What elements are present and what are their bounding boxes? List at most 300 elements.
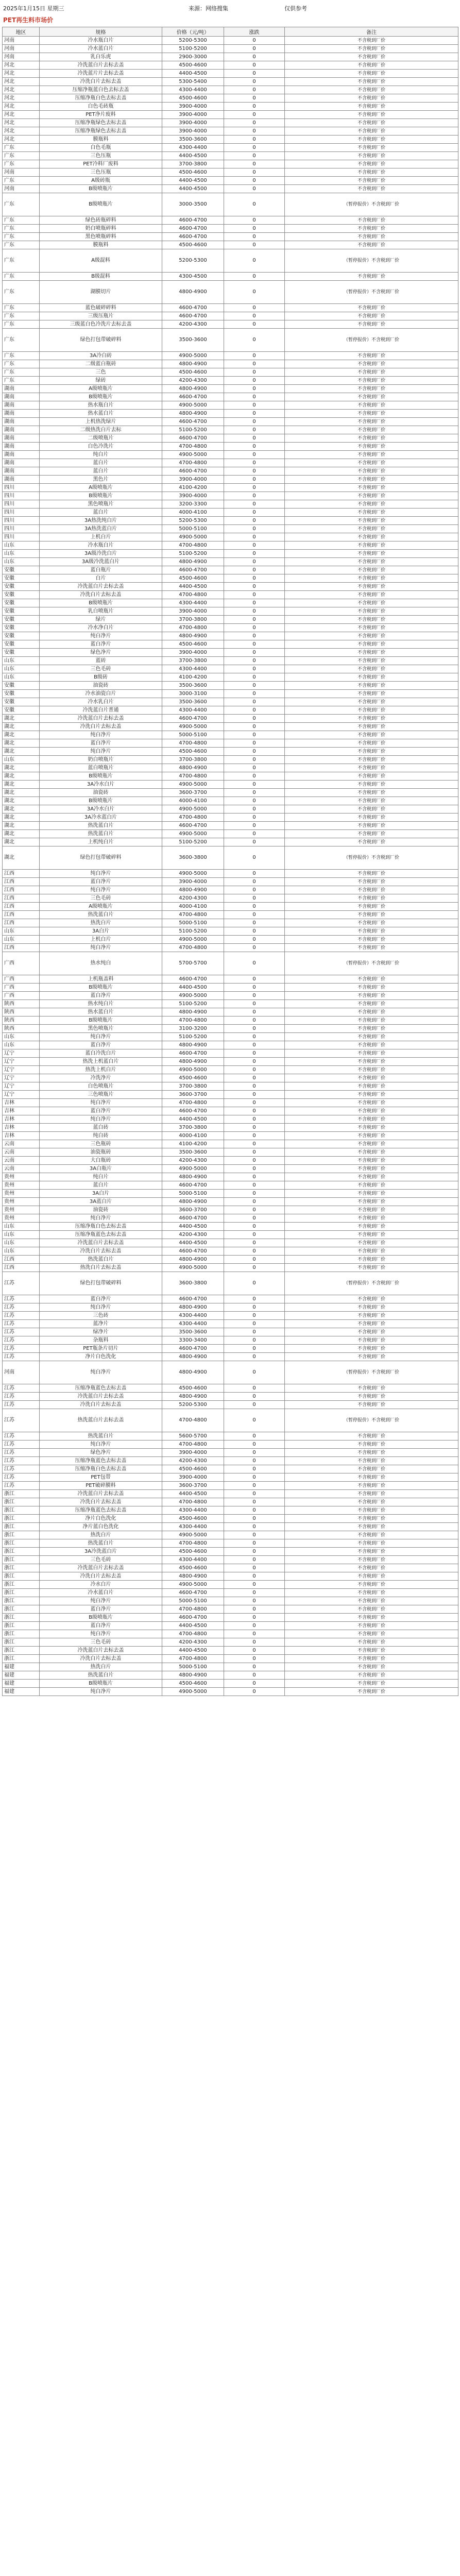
cell-change: 0 bbox=[224, 574, 285, 583]
table-row bbox=[3, 53, 458, 61]
cell-remark: 不含税到厂价 bbox=[285, 632, 458, 640]
cell-region: 辽宁 bbox=[3, 1074, 40, 1082]
cell-region: 河北 bbox=[3, 86, 40, 94]
cell-price: 4800-4900 bbox=[162, 886, 224, 894]
cell-region: 贵州 bbox=[3, 1190, 40, 1198]
cell-remark: 不含税到厂价 bbox=[285, 936, 458, 944]
cell-spec: B级喷瓶片 bbox=[40, 393, 162, 401]
cell-price: 4600-4700 bbox=[162, 225, 224, 233]
cell-remark: 不含税到厂价 bbox=[285, 903, 458, 911]
cell-change: 0 bbox=[224, 1074, 285, 1082]
cell-remark: 不含税到厂价 bbox=[285, 500, 458, 509]
cell-remark: 不含税到厂价 bbox=[285, 1515, 458, 1523]
cell-spec: 白色毛瓶 bbox=[40, 144, 162, 152]
cell-region: 山东 bbox=[3, 541, 40, 550]
col-header-spec: 规格 bbox=[40, 27, 162, 37]
cell-change: 0 bbox=[224, 1605, 285, 1614]
cell-region: 山东 bbox=[3, 1041, 40, 1049]
table-row bbox=[3, 1165, 458, 1173]
cell-change: 0 bbox=[224, 1515, 285, 1523]
cell-change: 0 bbox=[224, 484, 285, 492]
cell-region: 江苏 bbox=[3, 1457, 40, 1465]
cell-price: 5100-5200 bbox=[162, 927, 224, 936]
cell-price: 5000-5100 bbox=[162, 525, 224, 533]
cell-remark: 不含税到厂价 bbox=[285, 1303, 458, 1312]
cell-change: 0 bbox=[224, 984, 285, 992]
cell-change: 0 bbox=[224, 119, 285, 127]
cell-change: 0 bbox=[224, 624, 285, 632]
cell-change: 0 bbox=[224, 1181, 285, 1190]
cell-remark: 不含税到厂价 bbox=[285, 1107, 458, 1115]
cell-region: 山东 bbox=[3, 657, 40, 665]
cell-spec: 蓝白净片 bbox=[40, 1041, 162, 1049]
cell-price: 5100-5200 bbox=[162, 45, 224, 53]
cell-region: 广东 bbox=[3, 249, 40, 273]
cell-remark: 不含税到厂价 bbox=[285, 119, 458, 127]
cell-region: 吉林 bbox=[3, 1107, 40, 1115]
cell-region: 广东 bbox=[3, 193, 40, 216]
cell-change: 0 bbox=[224, 1671, 285, 1680]
cell-price: 3900-4000 bbox=[162, 878, 224, 886]
cell-change: 0 bbox=[224, 410, 285, 418]
cell-spec: 净片蓝白色洗化 bbox=[40, 1523, 162, 1531]
cell-spec: 冷洗白片去标去盖 bbox=[40, 1247, 162, 1256]
cell-remark: 不含税到厂价 bbox=[285, 1247, 458, 1256]
cell-spec: B级混料 bbox=[40, 273, 162, 281]
cell-remark: 不含税到厂价 bbox=[285, 1320, 458, 1328]
cell-region: 广西 bbox=[3, 975, 40, 984]
cell-change: 0 bbox=[224, 1597, 285, 1605]
cell-remark: 不含税到厂价 bbox=[285, 772, 458, 781]
cell-price: 4300-4400 bbox=[162, 1556, 224, 1564]
cell-remark: 不含税到厂价 bbox=[285, 1181, 458, 1190]
cell-remark: 不含税到厂价 bbox=[285, 1091, 458, 1099]
cell-region: 广东 bbox=[3, 233, 40, 241]
cell-price: 4900-5000 bbox=[162, 830, 224, 838]
cell-remark: 不含税到厂价 bbox=[285, 434, 458, 443]
cell-spec: 绿片 bbox=[40, 616, 162, 624]
cell-spec: 冷洗蓝白片去标去盖 bbox=[40, 1564, 162, 1572]
cell-spec: 三色毛砖 bbox=[40, 1556, 162, 1564]
cell-change: 0 bbox=[224, 731, 285, 739]
source-label: 来源：网络搜集 bbox=[189, 5, 228, 12]
cell-region: 广东 bbox=[3, 329, 40, 352]
cell-price: 4400-4500 bbox=[162, 984, 224, 992]
cell-region: 湖南 bbox=[3, 385, 40, 393]
cell-spec: 蓝砖 bbox=[40, 657, 162, 665]
cell-spec: 纯白净片 bbox=[40, 870, 162, 878]
table-row bbox=[3, 1622, 458, 1630]
cell-change: 0 bbox=[224, 1231, 285, 1239]
table-row bbox=[3, 273, 458, 281]
cell-change: 0 bbox=[224, 632, 285, 640]
cell-spec: 冷洗蓝片片去标去盖 bbox=[40, 70, 162, 78]
cell-change: 0 bbox=[224, 1449, 285, 1457]
table-row bbox=[3, 1655, 458, 1663]
cell-change: 0 bbox=[224, 1223, 285, 1231]
table-row bbox=[3, 822, 458, 830]
cell-price: 4300-4400 bbox=[162, 1320, 224, 1328]
table-row bbox=[3, 583, 458, 591]
cell-change: 0 bbox=[224, 1361, 285, 1384]
cell-region: 湖南 bbox=[3, 401, 40, 410]
table-row bbox=[3, 1223, 458, 1231]
cell-spec: 三色毛砖 bbox=[40, 665, 162, 673]
cell-region: 山东 bbox=[3, 673, 40, 682]
cell-price: 4400-4500 bbox=[162, 1239, 224, 1247]
table-row bbox=[3, 632, 458, 640]
cell-change: 0 bbox=[224, 517, 285, 525]
cell-remark: 不含税到厂价 bbox=[285, 352, 458, 360]
cell-change: 0 bbox=[224, 1025, 285, 1033]
cell-region: 广西 bbox=[3, 992, 40, 1000]
cell-region: 江西 bbox=[3, 944, 40, 952]
cell-price: 3600-3700 bbox=[162, 789, 224, 797]
cell-spec: 油瓷瓶砖 bbox=[40, 1148, 162, 1157]
disclaimer-label: 仅供参考 bbox=[284, 5, 307, 12]
cell-region: 云南 bbox=[3, 1157, 40, 1165]
table-row bbox=[3, 61, 458, 70]
cell-change: 0 bbox=[224, 894, 285, 903]
cell-spec: 冷水瓶白片 bbox=[40, 541, 162, 550]
cell-change: 0 bbox=[224, 103, 285, 111]
cell-price: 4600-4700 bbox=[162, 822, 224, 830]
cell-remark: 不含税到厂价 bbox=[285, 797, 458, 805]
cell-remark: 不含税到厂价 bbox=[285, 1190, 458, 1198]
cell-spec: 冷洗蓝白片去标去盖 bbox=[40, 1239, 162, 1247]
cell-remark: 不含税到厂价 bbox=[285, 1239, 458, 1247]
table-row bbox=[3, 1345, 458, 1353]
table-row bbox=[3, 1490, 458, 1498]
cell-change: 0 bbox=[224, 1328, 285, 1336]
table-row bbox=[3, 944, 458, 952]
cell-remark: 不含税到厂价 bbox=[285, 1345, 458, 1353]
cell-spec: 热洗白片 bbox=[40, 1663, 162, 1671]
cell-region: 广东 bbox=[3, 368, 40, 377]
cell-region: 浙江 bbox=[3, 1564, 40, 1572]
cell-change: 0 bbox=[224, 312, 285, 320]
cell-change: 0 bbox=[224, 1564, 285, 1572]
cell-price: 4500-4600 bbox=[162, 748, 224, 756]
cell-spec: 膜瓶料 bbox=[40, 241, 162, 249]
table-row bbox=[3, 838, 458, 846]
cell-region: 浙江 bbox=[3, 1506, 40, 1515]
table-row bbox=[3, 1124, 458, 1132]
cell-spec: 纯白净片 bbox=[40, 1115, 162, 1124]
cell-change: 0 bbox=[224, 368, 285, 377]
cell-change: 0 bbox=[224, 936, 285, 944]
cell-change: 0 bbox=[224, 1041, 285, 1049]
table-row bbox=[3, 911, 458, 919]
cell-price: 4200-4300 bbox=[162, 377, 224, 385]
cell-region: 河北 bbox=[3, 119, 40, 127]
cell-region: 贵州 bbox=[3, 1214, 40, 1223]
cell-spec: A级喷瓶片 bbox=[40, 484, 162, 492]
cell-region: 湖北 bbox=[3, 805, 40, 814]
table-row bbox=[3, 1515, 458, 1523]
cell-change: 0 bbox=[224, 1049, 285, 1058]
cell-region: 湖南 bbox=[3, 418, 40, 426]
cell-price: 4200-4300 bbox=[162, 894, 224, 903]
cell-price: 4000-4100 bbox=[162, 509, 224, 517]
table-row bbox=[3, 894, 458, 903]
cell-region: 浙江 bbox=[3, 1655, 40, 1663]
cell-price: 4200-4300 bbox=[162, 1157, 224, 1165]
cell-spec: 奶白喷瓶碎料 bbox=[40, 225, 162, 233]
cell-spec: 纯白片 bbox=[40, 451, 162, 459]
table-row bbox=[3, 1457, 458, 1465]
cell-spec: B级喷瓶片 bbox=[40, 1614, 162, 1622]
cell-remark: 不含税到厂价 bbox=[285, 185, 458, 193]
cell-price: 4800-4900 bbox=[162, 281, 224, 304]
cell-remark: 不含税到厂价 bbox=[285, 886, 458, 894]
cell-change: 0 bbox=[224, 78, 285, 86]
cell-remark: 不含税到厂价 bbox=[285, 1231, 458, 1239]
cell-price: 3300-3400 bbox=[162, 1336, 224, 1345]
cell-change: 0 bbox=[224, 160, 285, 168]
table-row bbox=[3, 698, 458, 706]
cell-region: 安徽 bbox=[3, 640, 40, 649]
cell-region: 江苏 bbox=[3, 1336, 40, 1345]
cell-change: 0 bbox=[224, 144, 285, 152]
cell-price: 4500-4600 bbox=[162, 1384, 224, 1393]
cell-region: 山东 bbox=[3, 936, 40, 944]
cell-price: 4500-4600 bbox=[162, 241, 224, 249]
cell-remark: 不含税到厂价 bbox=[285, 368, 458, 377]
cell-region: 山东 bbox=[3, 1239, 40, 1247]
cell-remark: 不含税到厂价 bbox=[285, 177, 458, 185]
cell-price: 4700-4800 bbox=[162, 772, 224, 781]
cell-price: 4600-4700 bbox=[162, 1589, 224, 1597]
cell-spec: 绿色砖瓶碎料 bbox=[40, 216, 162, 225]
cell-price: 4800-4900 bbox=[162, 360, 224, 368]
cell-region: 江西 bbox=[3, 870, 40, 878]
cell-change: 0 bbox=[224, 533, 285, 541]
cell-spec: 蓝白净片 bbox=[40, 739, 162, 748]
cell-remark: 不含税到厂价 bbox=[285, 1223, 458, 1231]
cell-region: 安徽 bbox=[3, 583, 40, 591]
cell-spec: 3A冷白砖 bbox=[40, 352, 162, 360]
table-row bbox=[3, 70, 458, 78]
cell-change: 0 bbox=[224, 772, 285, 781]
cell-spec: B级喷瓶片 bbox=[40, 984, 162, 992]
cell-spec: 压缩净瓶蓝色去标去盖 bbox=[40, 1231, 162, 1239]
cell-change: 0 bbox=[224, 1457, 285, 1465]
table-row bbox=[3, 152, 458, 160]
cell-change: 0 bbox=[224, 1091, 285, 1099]
cell-change: 0 bbox=[224, 249, 285, 273]
cell-region: 江苏 bbox=[3, 1440, 40, 1449]
cell-remark: 不含税到厂价 bbox=[285, 410, 458, 418]
cell-change: 0 bbox=[224, 401, 285, 410]
table-row bbox=[3, 418, 458, 426]
cell-spec: 三色喷瓶片 bbox=[40, 1091, 162, 1099]
cell-spec: 三色 bbox=[40, 368, 162, 377]
table-row bbox=[3, 94, 458, 103]
cell-price: 4400-4500 bbox=[162, 152, 224, 160]
table-row bbox=[3, 599, 458, 607]
cell-change: 0 bbox=[224, 459, 285, 467]
cell-change: 0 bbox=[224, 1440, 285, 1449]
cell-change: 0 bbox=[224, 1353, 285, 1361]
cell-spec: 蓝白净片 bbox=[40, 992, 162, 1000]
cell-price: 4800-4900 bbox=[162, 1353, 224, 1361]
cell-region: 陕西 bbox=[3, 1016, 40, 1025]
cell-spec: 压缩净瓶蓝色去标去盖 bbox=[40, 1384, 162, 1393]
cell-remark: （暂停报价）不含税到厂价 bbox=[285, 952, 458, 975]
cell-remark: 不含税到厂价 bbox=[285, 789, 458, 797]
cell-spec: B级喷瓶片 bbox=[40, 1680, 162, 1688]
table-row bbox=[3, 1058, 458, 1066]
cell-price: 4900-5000 bbox=[162, 451, 224, 459]
cell-remark: 不含税到厂价 bbox=[285, 1630, 458, 1638]
cell-change: 0 bbox=[224, 273, 285, 281]
cell-remark: 不含税到厂价 bbox=[285, 1597, 458, 1605]
cell-spec: A级砖瓶 bbox=[40, 177, 162, 185]
cell-remark: （暂停报价）不含税到厂价 bbox=[285, 193, 458, 216]
cell-remark: 不含税到厂价 bbox=[285, 393, 458, 401]
cell-remark: 不含税到厂价 bbox=[285, 1589, 458, 1597]
cell-remark: 不含税到厂价 bbox=[285, 574, 458, 583]
cell-price: 5600-5700 bbox=[162, 1432, 224, 1440]
table-row bbox=[3, 1107, 458, 1115]
cell-remark: 不含税到厂价 bbox=[285, 476, 458, 484]
cell-spec: 蓝白净片 bbox=[40, 1605, 162, 1614]
cell-price: 4900-5000 bbox=[162, 533, 224, 541]
cell-region: 浙江 bbox=[3, 1572, 40, 1581]
cell-remark: 不含税到厂价 bbox=[285, 748, 458, 756]
cell-spec: A级喷瓶片 bbox=[40, 385, 162, 393]
table-row bbox=[3, 1597, 458, 1605]
cell-spec: 冷水蓝白片 bbox=[40, 1589, 162, 1597]
cell-remark: 不含税到厂价 bbox=[285, 1025, 458, 1033]
cell-remark: 不含税到厂价 bbox=[285, 233, 458, 241]
cell-change: 0 bbox=[224, 1655, 285, 1663]
cell-price: 5000-5100 bbox=[162, 1597, 224, 1605]
cell-price: 4700-4800 bbox=[162, 1099, 224, 1107]
cell-region: 山东 bbox=[3, 558, 40, 566]
cell-remark: 不含税到厂价 bbox=[285, 665, 458, 673]
table-row bbox=[3, 1214, 458, 1223]
cell-region: 江苏 bbox=[3, 1312, 40, 1320]
table-row bbox=[3, 1303, 458, 1312]
cell-price: 4600-4700 bbox=[162, 312, 224, 320]
cell-price: 3900-4000 bbox=[162, 119, 224, 127]
cell-remark: 不含税到厂价 bbox=[285, 1033, 458, 1041]
table-row bbox=[3, 1066, 458, 1074]
cell-spec: 热洗蓝白片 bbox=[40, 1671, 162, 1680]
table-row bbox=[3, 304, 458, 312]
cell-change: 0 bbox=[224, 599, 285, 607]
cell-price: 4700-4800 bbox=[162, 1539, 224, 1548]
cell-spec: 三级压瓶片 bbox=[40, 312, 162, 320]
cell-remark: 不含税到厂价 bbox=[285, 706, 458, 715]
cell-change: 0 bbox=[224, 1000, 285, 1008]
cell-remark: 不含税到厂价 bbox=[285, 304, 458, 312]
cell-remark: 不含税到厂价 bbox=[285, 135, 458, 144]
cell-remark: 不含税到厂价 bbox=[285, 426, 458, 434]
cell-spec: 二级喷瓶片 bbox=[40, 434, 162, 443]
cell-remark: 不含税到厂价 bbox=[285, 225, 458, 233]
cell-region: 浙江 bbox=[3, 1490, 40, 1498]
cell-change: 0 bbox=[224, 1099, 285, 1107]
table-row bbox=[3, 401, 458, 410]
cell-price: 4500-4600 bbox=[162, 368, 224, 377]
cell-change: 0 bbox=[224, 1198, 285, 1206]
cell-spec: 纯白净片 bbox=[40, 1214, 162, 1223]
cell-remark: 不含税到厂价 bbox=[285, 1206, 458, 1214]
cell-region: 四川 bbox=[3, 484, 40, 492]
table-row bbox=[3, 1539, 458, 1548]
cell-region: 广东 bbox=[3, 312, 40, 320]
cell-spec: 黑色片 bbox=[40, 476, 162, 484]
cell-region: 湖北 bbox=[3, 838, 40, 846]
table-row bbox=[3, 1498, 458, 1506]
cell-spec: 蓝白净片 bbox=[40, 1295, 162, 1303]
cell-change: 0 bbox=[224, 706, 285, 715]
cell-remark: 不含税到厂价 bbox=[285, 1082, 458, 1091]
cell-change: 0 bbox=[224, 1303, 285, 1312]
cell-remark: 不含税到厂价 bbox=[285, 984, 458, 992]
cell-remark: 不含税到厂价 bbox=[285, 1473, 458, 1482]
cell-remark: 不含税到厂价 bbox=[285, 1440, 458, 1449]
cell-remark: 不含税到厂价 bbox=[285, 1663, 458, 1671]
cell-price: 4300-4400 bbox=[162, 144, 224, 152]
cell-region: 广东 bbox=[3, 320, 40, 329]
cell-spec: 压缩净瓶蓝色去标去盖 bbox=[40, 1506, 162, 1515]
cell-spec: 乳白喷瓶片 bbox=[40, 607, 162, 616]
table-row bbox=[3, 616, 458, 624]
cell-spec: 冷洗蓝白片去标去盖 bbox=[40, 1490, 162, 1498]
cell-price: 5000-5100 bbox=[162, 1190, 224, 1198]
cell-change: 0 bbox=[224, 1082, 285, 1091]
cell-remark: 不含税到厂价 bbox=[285, 541, 458, 550]
cell-region: 广东 bbox=[3, 216, 40, 225]
cell-remark: 不含税到厂价 bbox=[285, 1655, 458, 1663]
cell-region: 贵州 bbox=[3, 1206, 40, 1214]
cell-change: 0 bbox=[224, 1173, 285, 1181]
cell-remark: 不含税到厂价 bbox=[285, 558, 458, 566]
cell-spec: 油瓷砖 bbox=[40, 789, 162, 797]
cell-price: 3900-4000 bbox=[162, 649, 224, 657]
cell-region: 四川 bbox=[3, 525, 40, 533]
cell-spec: 膜瓶料 bbox=[40, 135, 162, 144]
cell-remark: 不含税到厂价 bbox=[285, 160, 458, 168]
cell-change: 0 bbox=[224, 1688, 285, 1696]
table-row bbox=[3, 385, 458, 393]
cell-region: 河南 bbox=[3, 1361, 40, 1384]
table-row bbox=[3, 1564, 458, 1572]
table-row bbox=[3, 558, 458, 566]
cell-price: 4300-4400 bbox=[162, 706, 224, 715]
cell-region: 江苏 bbox=[3, 1409, 40, 1432]
table-row bbox=[3, 1264, 458, 1272]
cell-region: 广东 bbox=[3, 281, 40, 304]
cell-change: 0 bbox=[224, 304, 285, 312]
cell-spec: 二级蓝白瓶砖 bbox=[40, 360, 162, 368]
cell-price: 4400-4500 bbox=[162, 1115, 224, 1124]
cell-change: 0 bbox=[224, 640, 285, 649]
cell-remark: 不含税到厂价 bbox=[285, 591, 458, 599]
table-row bbox=[3, 748, 458, 756]
cell-change: 0 bbox=[224, 1506, 285, 1515]
cell-change: 0 bbox=[224, 805, 285, 814]
cell-spec: 冷洗蓝白片去标去盖 bbox=[40, 61, 162, 70]
cell-remark: 不含税到厂价 bbox=[285, 1295, 458, 1303]
cell-change: 0 bbox=[224, 1157, 285, 1165]
cell-change: 0 bbox=[224, 878, 285, 886]
cell-spec: 绿色打包带破碎料 bbox=[40, 846, 162, 870]
